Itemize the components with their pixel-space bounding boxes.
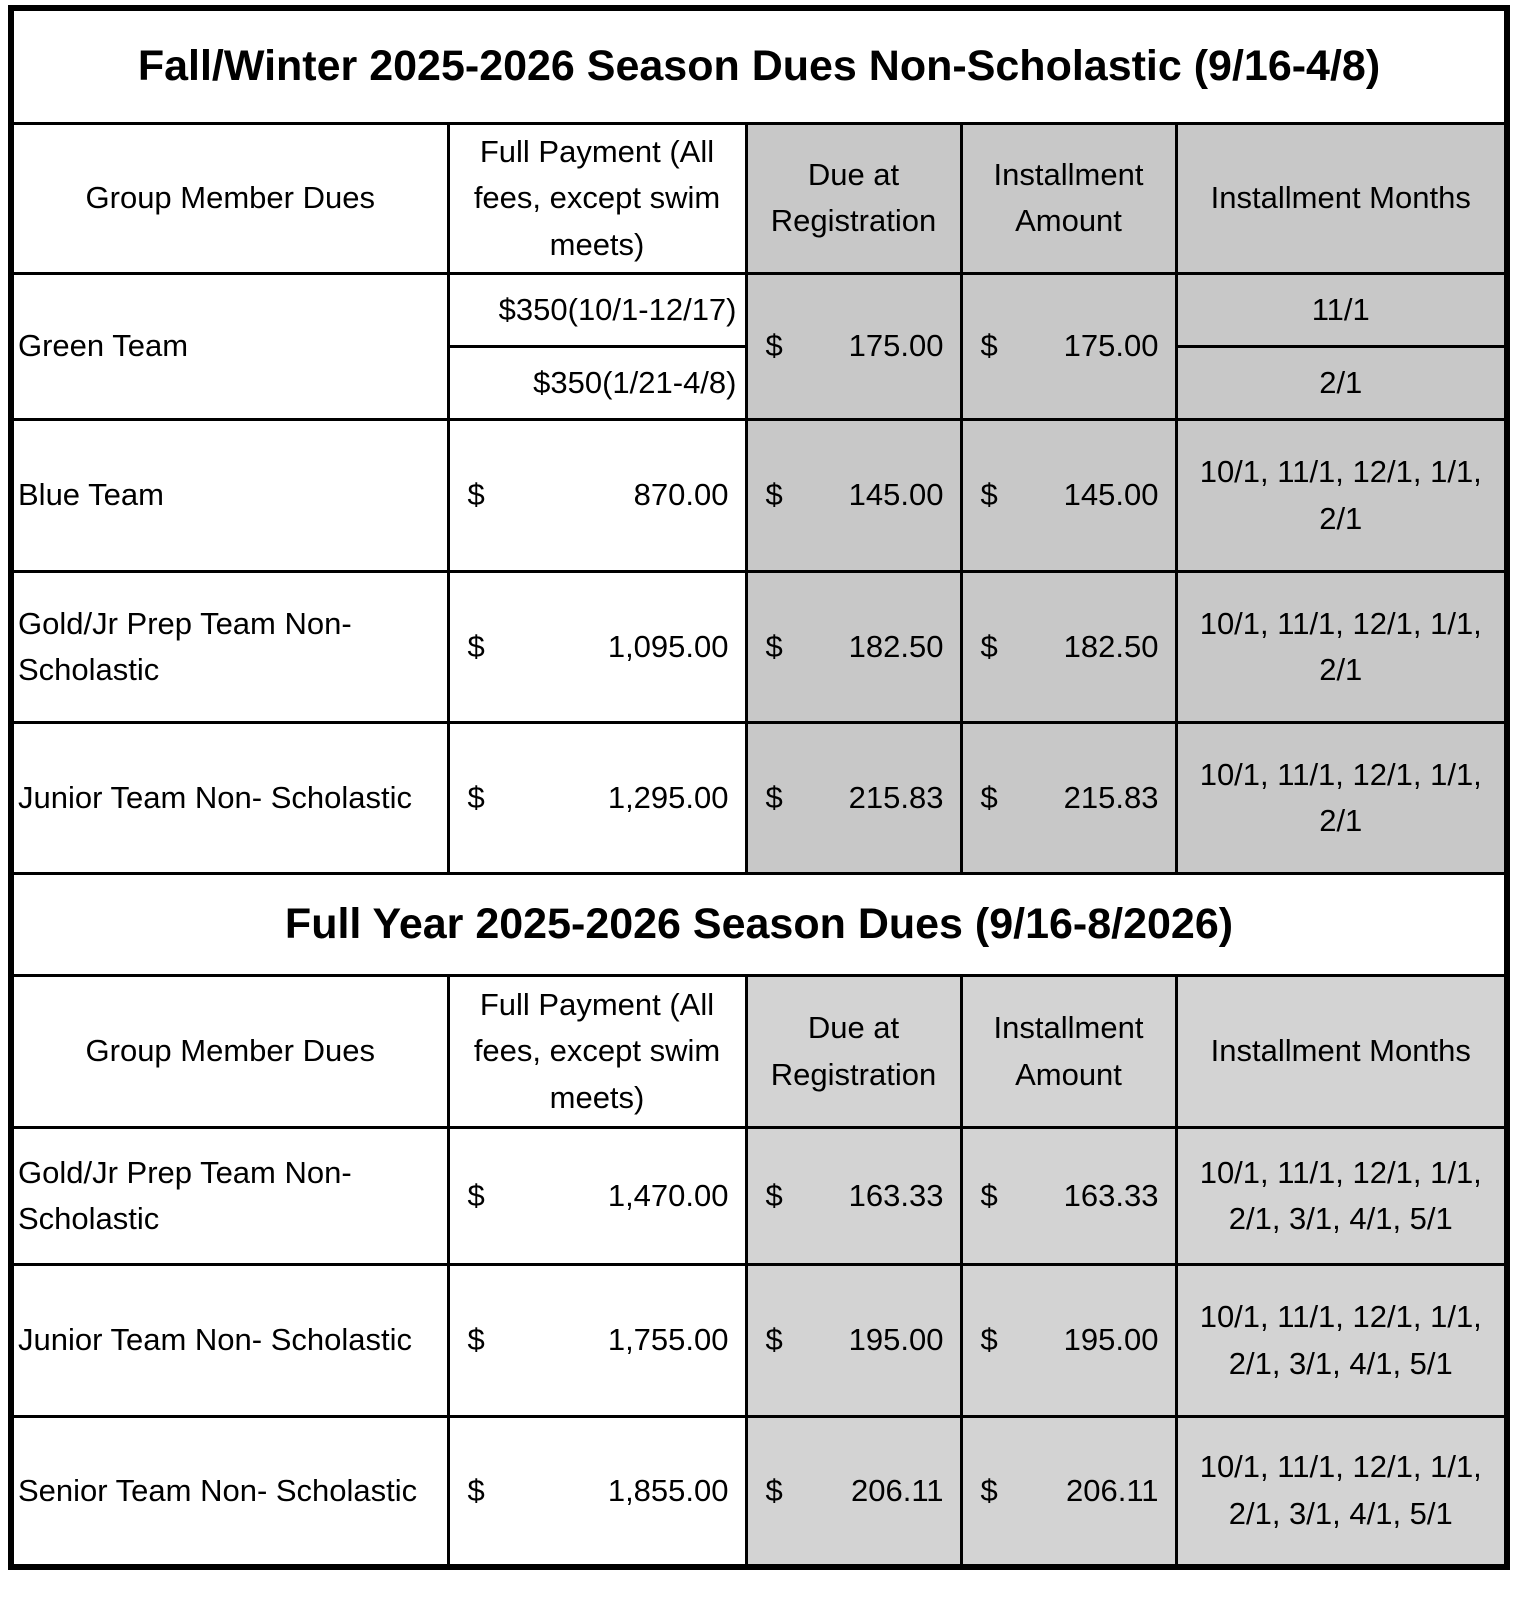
- green-due-cell: [746, 274, 961, 420]
- full-payment-value: 1,470.00: [607, 1177, 729, 1213]
- due-cell: [746, 723, 961, 874]
- currency-symbol: $: [980, 1472, 998, 1508]
- installment-cell: [961, 1128, 1176, 1265]
- table-row: [11, 274, 1507, 347]
- table-row: [11, 723, 1507, 874]
- currency-symbol: $: [467, 1322, 485, 1358]
- installment-cell: [961, 1265, 1176, 1417]
- full-year-header-row: [11, 976, 1507, 1128]
- full-year-header-due-at-registration: Due at Registration: [746, 976, 961, 1128]
- installment-months: 10/1, 11/1, 12/1, 1/1, 2/1: [1176, 420, 1507, 572]
- row-group-name: Gold/Jr Prep Team Non-Scholastic: [11, 1128, 448, 1265]
- installment-value: 215.83: [1063, 779, 1159, 815]
- currency-symbol: $: [467, 1472, 485, 1508]
- full-payment-cell: [448, 1265, 746, 1417]
- full-year-header-installment-months: Installment Months: [1176, 976, 1507, 1128]
- installment-cell: [961, 572, 1176, 723]
- row-group-name: Green Team: [11, 274, 448, 420]
- due-value: 145.00: [848, 477, 944, 513]
- due-value: 206.11: [850, 1472, 944, 1508]
- currency-symbol: $: [765, 328, 783, 364]
- full-year-header-installment-amount: Installment Amount: [961, 976, 1176, 1128]
- row-group-name: Junior Team Non- Scholastic: [11, 723, 448, 874]
- due-cell: [746, 420, 961, 572]
- full-payment-cell: [448, 572, 746, 723]
- currency-symbol: $: [467, 1177, 485, 1213]
- green-months-2: 2/1: [1176, 347, 1507, 420]
- currency-symbol: $: [980, 628, 998, 664]
- full-year-header-full-payment: Full Payment (All fees, except swim meets): [448, 976, 746, 1128]
- table-row: [11, 572, 1507, 723]
- table-row: [11, 1265, 1507, 1417]
- full-payment-cell: [448, 1128, 746, 1265]
- due-value: 215.83: [848, 779, 944, 815]
- fall-header-row: [11, 123, 1507, 274]
- full-year-title-row: [11, 874, 1507, 976]
- fall-header-due-at-registration: Due at Registration: [746, 123, 961, 274]
- row-group-name: Senior Team Non- Scholastic: [11, 1417, 448, 1567]
- due-value: 195.00: [848, 1322, 944, 1358]
- fall-header-group: Group Member Dues: [11, 123, 448, 274]
- table-row: [11, 1417, 1507, 1567]
- season-dues-table: [8, 5, 1510, 1570]
- due-cell: [746, 572, 961, 723]
- full-payment-value: 1,755.00: [607, 1322, 729, 1358]
- installment-cell: [961, 420, 1176, 572]
- currency-symbol: $: [765, 477, 783, 513]
- green-months-1: 11/1: [1176, 274, 1507, 347]
- full-payment-cell: [448, 1417, 746, 1567]
- table-row: [11, 1128, 1507, 1265]
- due-cell: [746, 1417, 961, 1567]
- green-installment-value: 175.00: [1063, 328, 1159, 364]
- installment-value: 163.33: [1063, 1177, 1159, 1213]
- due-cell: [746, 1128, 961, 1265]
- full-payment-cell: [448, 723, 746, 874]
- currency-symbol: $: [980, 328, 998, 364]
- currency-symbol: $: [980, 779, 998, 815]
- installment-months: 10/1, 11/1, 12/1, 1/1, 2/1: [1176, 572, 1507, 723]
- currency-symbol: $: [765, 1472, 783, 1508]
- fall-title: Fall/Winter 2025-2026 Season Dues Non-Scholastic (9/16-4/8): [11, 8, 1507, 123]
- due-cell: [746, 1265, 961, 1417]
- fall-header-installment-months: Installment Months: [1176, 123, 1507, 274]
- due-value: 163.33: [848, 1177, 944, 1213]
- green-full-payment-1: $350(10/1-12/17): [448, 274, 746, 347]
- full-year-header-group: Group Member Dues: [11, 976, 448, 1128]
- currency-symbol: $: [467, 628, 485, 664]
- due-value: 182.50: [848, 628, 944, 664]
- fall-header-installment-amount: Installment Amount: [961, 123, 1176, 274]
- fall-title-row: [11, 8, 1507, 123]
- full-year-title: Full Year 2025-2026 Season Dues (9/16-8/2026): [11, 874, 1507, 976]
- currency-symbol: $: [765, 628, 783, 664]
- installment-value: 145.00: [1063, 477, 1159, 513]
- installment-value: 206.11: [1065, 1472, 1159, 1508]
- currency-symbol: $: [467, 779, 485, 815]
- currency-symbol: $: [980, 1322, 998, 1358]
- full-payment-cell: [448, 420, 746, 572]
- green-full-payment-2: $350(1/21-4/8): [448, 347, 746, 420]
- fall-header-full-payment: Full Payment (All fees, except swim meets): [448, 123, 746, 274]
- installment-months: 10/1, 11/1, 12/1, 1/1, 2/1, 3/1, 4/1, 5/1: [1176, 1417, 1507, 1567]
- installment-months: 10/1, 11/1, 12/1, 1/1, 2/1, 3/1, 4/1, 5/1: [1176, 1128, 1507, 1265]
- installment-value: 195.00: [1063, 1322, 1159, 1358]
- installment-months: 10/1, 11/1, 12/1, 1/1, 2/1: [1176, 723, 1507, 874]
- currency-symbol: $: [467, 477, 485, 513]
- green-installment-cell: [961, 274, 1176, 420]
- currency-symbol: $: [765, 779, 783, 815]
- full-payment-value: 870.00: [633, 477, 729, 513]
- currency-symbol: $: [765, 1322, 783, 1358]
- row-group-name: Gold/Jr Prep Team Non-Scholastic: [11, 572, 448, 723]
- table-row: [11, 420, 1507, 572]
- row-group-name: Blue Team: [11, 420, 448, 572]
- row-group-name: Junior Team Non- Scholastic: [11, 1265, 448, 1417]
- currency-symbol: $: [980, 1177, 998, 1213]
- full-payment-value: 1,095.00: [607, 628, 729, 664]
- full-payment-value: 1,295.00: [607, 779, 729, 815]
- currency-symbol: $: [765, 1177, 783, 1213]
- currency-symbol: $: [980, 477, 998, 513]
- installment-months: 10/1, 11/1, 12/1, 1/1, 2/1, 3/1, 4/1, 5/1: [1176, 1265, 1507, 1417]
- full-payment-value: 1,855.00: [607, 1472, 729, 1508]
- green-due-value: 175.00: [848, 328, 944, 364]
- installment-cell: [961, 1417, 1176, 1567]
- installment-cell: [961, 723, 1176, 874]
- installment-value: 182.50: [1063, 628, 1159, 664]
